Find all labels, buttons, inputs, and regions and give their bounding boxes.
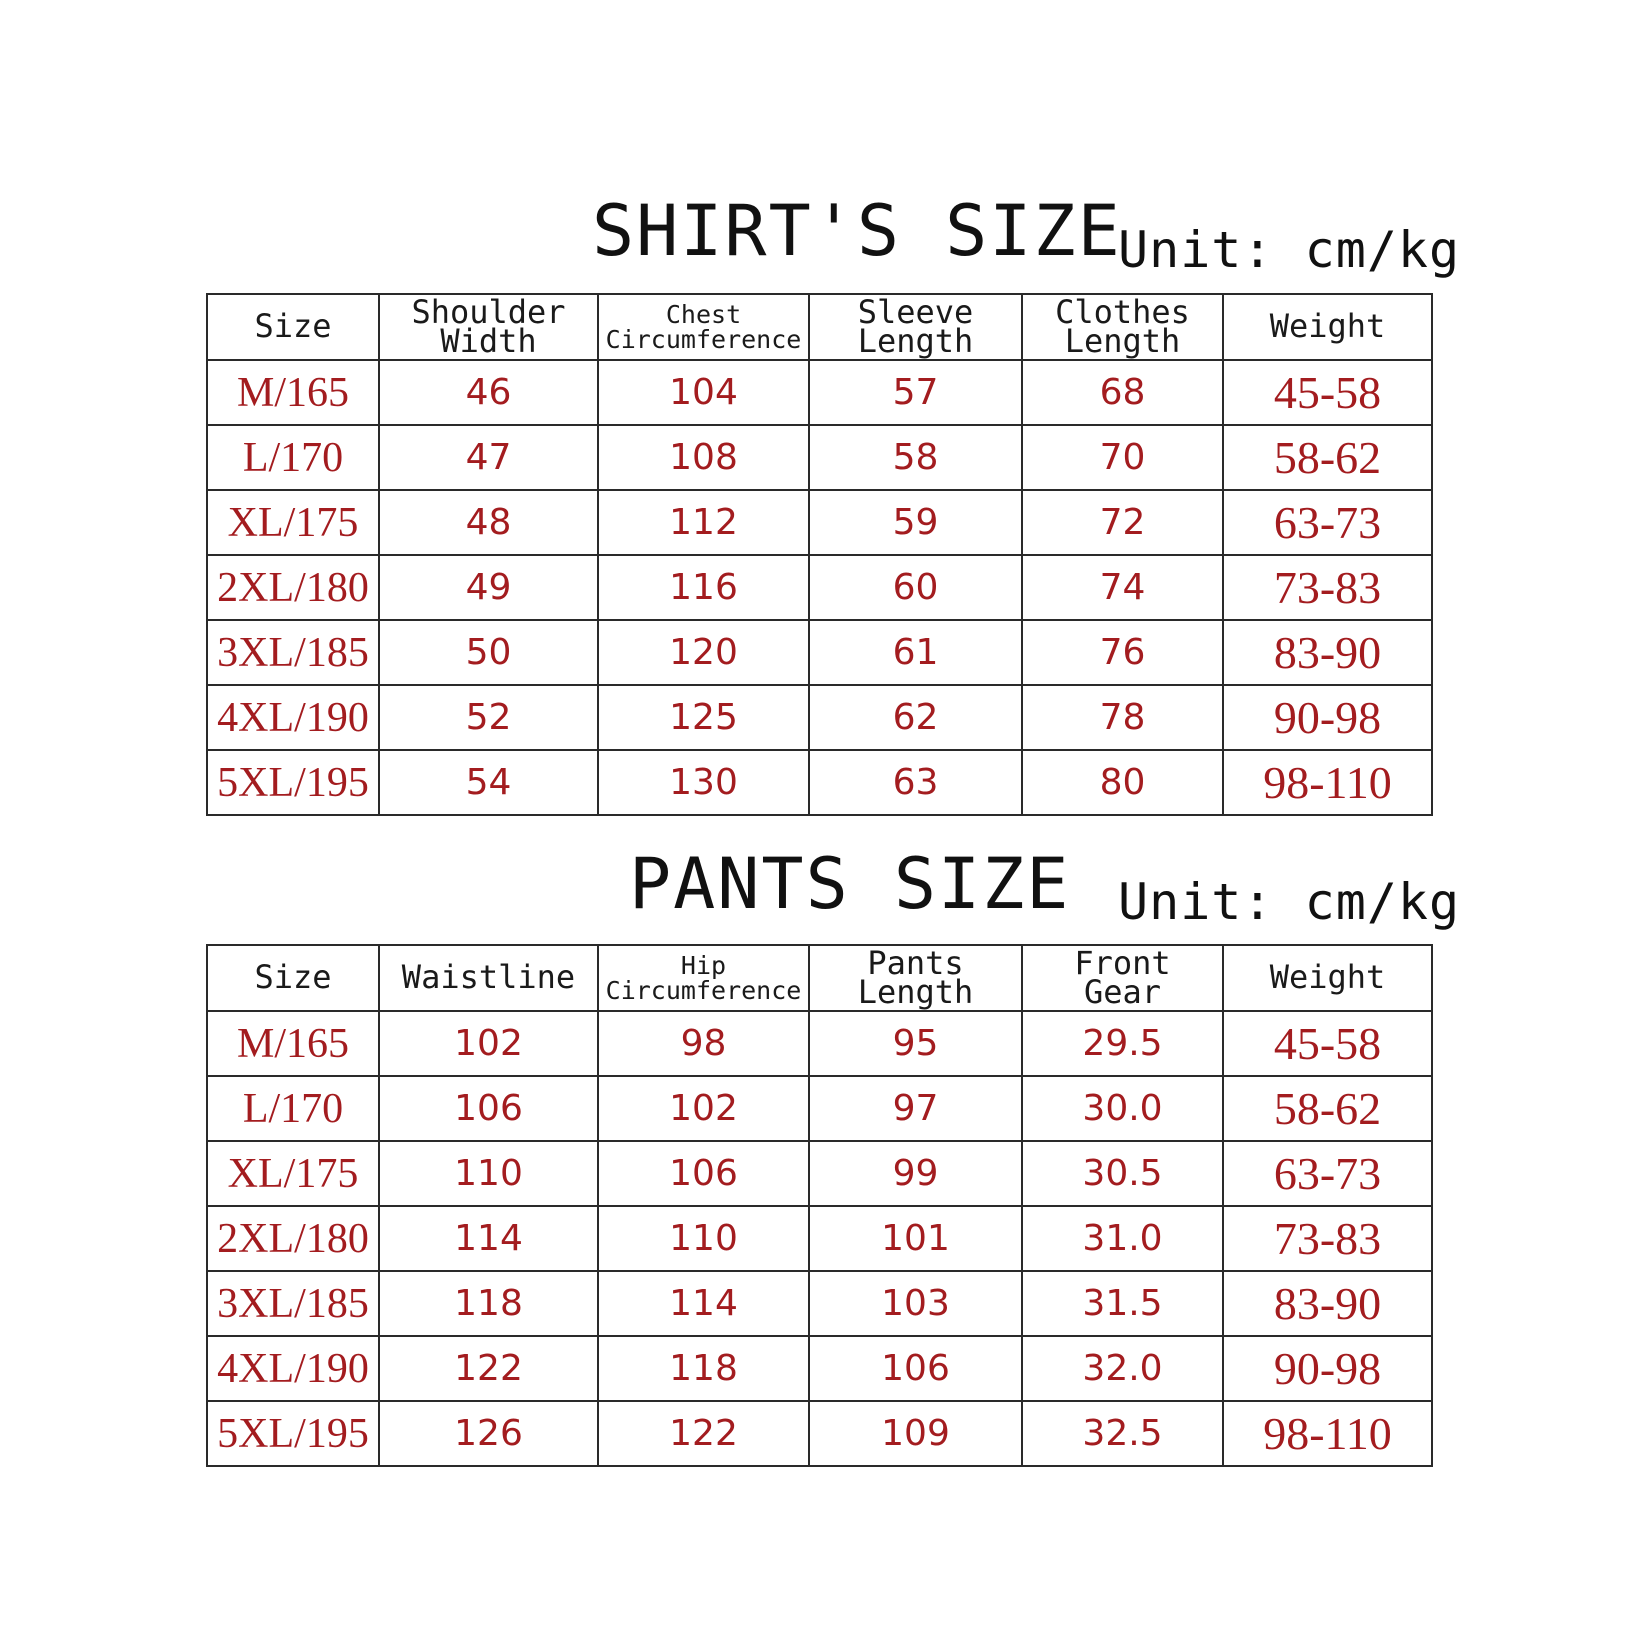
measurement-cell: 47 — [379, 425, 598, 490]
measurement-cell: 29.5 — [1022, 1011, 1223, 1076]
weight-cell: 73-83 — [1223, 1206, 1432, 1271]
pants-unit-label: Unit: cm/kg — [1118, 873, 1461, 931]
measurement-cell: 50 — [379, 620, 598, 685]
weight-cell: 45-58 — [1223, 360, 1432, 425]
measurement-cell: 58 — [809, 425, 1022, 490]
weight-cell: 90-98 — [1223, 1336, 1432, 1401]
measurement-cell: 95 — [809, 1011, 1022, 1076]
measurement-cell: 109 — [809, 1401, 1022, 1466]
table-row — [207, 555, 1432, 620]
size-cell: XL/175 — [207, 490, 379, 555]
measurement-cell: 74 — [1022, 555, 1223, 620]
table-row — [207, 1011, 1432, 1076]
size-cell: 2XL/180 — [207, 555, 379, 620]
column-header — [379, 945, 598, 1011]
measurement-cell: 126 — [379, 1401, 598, 1466]
measurement-cell: 104 — [598, 360, 809, 425]
weight-cell: 58-62 — [1223, 425, 1432, 490]
measurement-cell: 112 — [598, 490, 809, 555]
measurement-cell: 102 — [379, 1011, 598, 1076]
measurement-cell: 125 — [598, 685, 809, 750]
size-cell: L/170 — [207, 425, 379, 490]
measurement-cell: 46 — [379, 360, 598, 425]
measurement-cell: 78 — [1022, 685, 1223, 750]
measurement-cell: 102 — [598, 1076, 809, 1141]
weight-cell: 90-98 — [1223, 685, 1432, 750]
column-header-line: Width — [440, 322, 537, 360]
column-header — [207, 294, 379, 360]
column-header-line: Length — [1064, 322, 1181, 360]
weight-cell: 83-90 — [1223, 1271, 1432, 1336]
measurement-cell: 130 — [598, 750, 809, 815]
size-cell: 4XL/190 — [207, 685, 379, 750]
column-header — [1022, 945, 1223, 1011]
size-cell: 3XL/185 — [207, 1271, 379, 1336]
measurement-cell: 118 — [598, 1336, 809, 1401]
size-cell: L/170 — [207, 1076, 379, 1141]
table-header-row — [207, 294, 1432, 360]
shirt-size-table — [206, 293, 1433, 816]
column-header-line: Hip — [680, 951, 727, 980]
column-header — [1022, 294, 1223, 360]
measurement-cell: 114 — [379, 1206, 598, 1271]
column-header-line: Chest — [665, 300, 742, 329]
weight-cell: 63-73 — [1223, 1141, 1432, 1206]
measurement-cell: 59 — [809, 490, 1022, 555]
measurement-cell: 98 — [598, 1011, 809, 1076]
measurement-cell: 116 — [598, 555, 809, 620]
measurement-cell: 103 — [809, 1271, 1022, 1336]
column-header-line: Sleeve — [857, 294, 974, 331]
measurement-cell: 32.5 — [1022, 1401, 1223, 1466]
measurement-cell: 57 — [809, 360, 1022, 425]
measurement-cell: 80 — [1022, 750, 1223, 815]
weight-cell: 98-110 — [1223, 1401, 1432, 1466]
measurement-cell: 101 — [809, 1206, 1022, 1271]
pants-size-table — [206, 944, 1433, 1467]
column-header-line: Clothes — [1055, 294, 1190, 331]
column-header-line: Shoulder — [411, 294, 566, 331]
measurement-cell: 68 — [1022, 360, 1223, 425]
measurement-cell: 106 — [809, 1336, 1022, 1401]
size-cell: 5XL/195 — [207, 1401, 379, 1466]
column-header-line: Weight — [1269, 307, 1386, 346]
pants-size-title: PANTS SIZE — [629, 843, 1071, 925]
weight-cell: 58-62 — [1223, 1076, 1432, 1141]
measurement-cell: 54 — [379, 750, 598, 815]
table-row — [207, 1206, 1432, 1271]
measurement-cell: 110 — [379, 1141, 598, 1206]
column-header-line: Waistline — [401, 958, 576, 997]
column-header — [598, 945, 809, 1011]
column-header-line: Front — [1074, 945, 1171, 982]
weight-cell: 98-110 — [1223, 750, 1432, 815]
table-row — [207, 620, 1432, 685]
column-header — [809, 945, 1022, 1011]
measurement-cell: 30.0 — [1022, 1076, 1223, 1141]
measurement-cell: 76 — [1022, 620, 1223, 685]
size-cell: M/165 — [207, 1011, 379, 1076]
table-header-row — [207, 945, 1432, 1011]
column-header-line: Length — [857, 973, 974, 1011]
table-row — [207, 360, 1432, 425]
size-cell: M/165 — [207, 360, 379, 425]
column-header-line: Gear — [1083, 973, 1162, 1011]
measurement-cell: 32.0 — [1022, 1336, 1223, 1401]
measurement-cell: 118 — [379, 1271, 598, 1336]
weight-cell: 45-58 — [1223, 1011, 1432, 1076]
size-cell: 2XL/180 — [207, 1206, 379, 1271]
measurement-cell: 122 — [598, 1401, 809, 1466]
size-cell: 5XL/195 — [207, 750, 379, 815]
measurement-cell: 52 — [379, 685, 598, 750]
table-row — [207, 1271, 1432, 1336]
measurement-cell: 70 — [1022, 425, 1223, 490]
measurement-cell: 48 — [379, 490, 598, 555]
column-header — [1223, 294, 1432, 360]
shirt-unit-label: Unit: cm/kg — [1118, 221, 1461, 279]
size-cell: 4XL/190 — [207, 1336, 379, 1401]
size-cell: XL/175 — [207, 1141, 379, 1206]
measurement-cell: 122 — [379, 1336, 598, 1401]
column-header — [809, 294, 1022, 360]
column-header — [598, 294, 809, 360]
measurement-cell: 61 — [809, 620, 1022, 685]
table-row — [207, 490, 1432, 555]
measurement-cell: 31.5 — [1022, 1271, 1223, 1336]
measurement-cell: 120 — [598, 620, 809, 685]
measurement-cell: 30.5 — [1022, 1141, 1223, 1206]
column-header-line: Size — [254, 958, 332, 997]
table-row — [207, 1141, 1432, 1206]
size-cell: 3XL/185 — [207, 620, 379, 685]
column-header-line: Circumference — [605, 325, 802, 354]
weight-cell: 73-83 — [1223, 555, 1432, 620]
measurement-cell: 106 — [379, 1076, 598, 1141]
column-header — [379, 294, 598, 360]
measurement-cell: 114 — [598, 1271, 809, 1336]
measurement-cell: 106 — [598, 1141, 809, 1206]
table-row — [207, 1076, 1432, 1141]
column-header-line: Pants — [867, 945, 964, 982]
column-header — [207, 945, 379, 1011]
table-row — [207, 750, 1432, 815]
measurement-cell: 31.0 — [1022, 1206, 1223, 1271]
weight-cell: 83-90 — [1223, 620, 1432, 685]
measurement-cell: 60 — [809, 555, 1022, 620]
measurement-cell: 72 — [1022, 490, 1223, 555]
column-header-line: Size — [254, 307, 332, 346]
shirt-size-title: SHIRT'S SIZE — [592, 190, 1122, 272]
measurement-cell: 63 — [809, 750, 1022, 815]
measurement-cell: 99 — [809, 1141, 1022, 1206]
measurement-cell: 49 — [379, 555, 598, 620]
table-row — [207, 425, 1432, 490]
column-header — [1223, 945, 1432, 1011]
column-header-line: Circumference — [605, 976, 802, 1005]
measurement-cell: 97 — [809, 1076, 1022, 1141]
table-row — [207, 1336, 1432, 1401]
column-header-line: Weight — [1269, 958, 1386, 997]
table-row — [207, 1401, 1432, 1466]
measurement-cell: 110 — [598, 1206, 809, 1271]
column-header-line: Length — [857, 322, 974, 360]
measurement-cell: 108 — [598, 425, 809, 490]
measurement-cell: 62 — [809, 685, 1022, 750]
table-row — [207, 685, 1432, 750]
weight-cell: 63-73 — [1223, 490, 1432, 555]
